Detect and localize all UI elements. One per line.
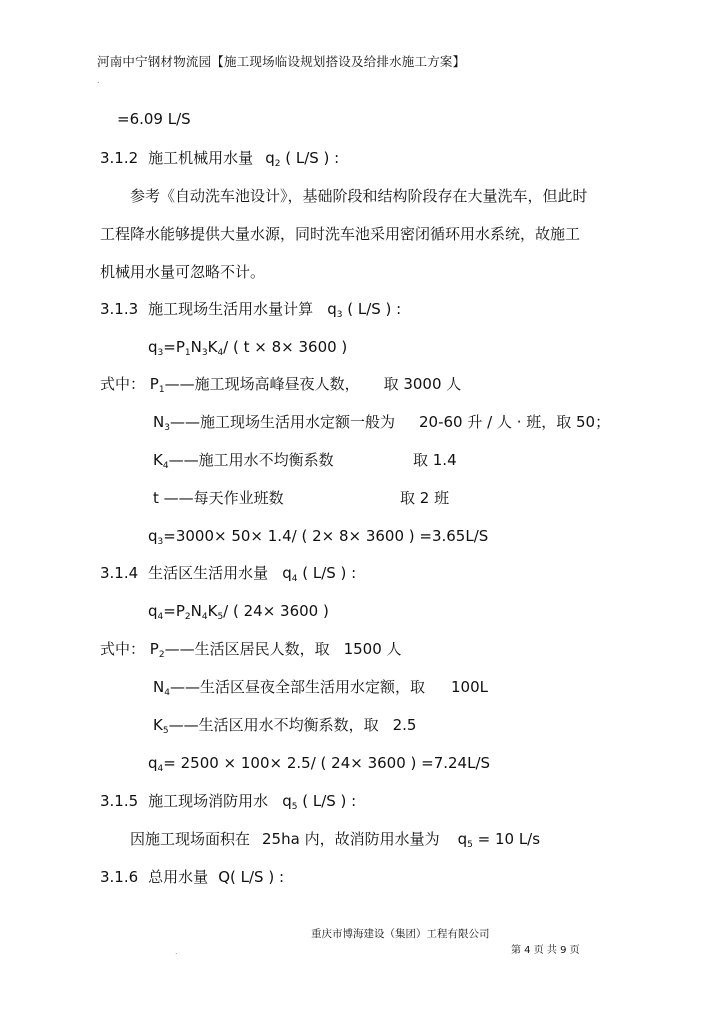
formula-q4: $q_4=P_2N_4K_5/$ ( 24× 3600 ): [148, 602, 329, 622]
formula-q3: $q_3=P_1N_3K_4/$ ( t × 8× 3600 ): [148, 338, 348, 358]
section-number: 3.1.2: [100, 149, 139, 167]
section-3-1-4: [100, 563, 356, 589]
section-title: 施工现场消防用水: [148, 792, 269, 810]
result-line-q1: =6.09 L/S: [117, 110, 191, 128]
page-header: 河南中宁钢材物流园【施工现场临设规划搭设及给排水施工方案】: [97, 54, 466, 69]
where-p1: 式中： $P_1——$施工现场高峰昼夜人数， 取 3000 人: [100, 375, 462, 395]
section-3-1-3: [100, 299, 401, 325]
symbol-sub: 4: [291, 574, 298, 584]
section-number: 3.1.4: [100, 564, 139, 582]
where-p2: 式中： $P_2——$生活区居民人数，取 1500 人: [100, 640, 402, 660]
where-k4: $K_4——$施工用水不均衡系数: [153, 451, 334, 471]
section-title: 生活区生活用水量: [148, 564, 269, 582]
section-title: 总用水量: [148, 868, 209, 886]
where-k4-value: 取 1.4: [413, 451, 457, 469]
calc-q4: $q_4= 2500 \times 100\times 2.5/$ ( 24× 3600 ) =7.24L/S: [148, 754, 491, 774]
where-n4: $N_4——$生活区昼夜全部生活用水定额，取 100L: [153, 678, 488, 698]
section-title: 施工现场生活用水量计算: [148, 300, 314, 318]
paragraph-line-3: 机械用水量可忽略不计。: [100, 263, 266, 281]
section-number: 3.1.5: [100, 792, 139, 810]
unit: ( L/S ) :: [302, 564, 357, 582]
where-n3: $N_3——$施工现场生活用水定额一般为 20-60 升 / 人 · 班，取 50；: [153, 413, 611, 433]
unit: ( L/S ) :: [285, 149, 340, 167]
header-dot: .: [97, 76, 100, 85]
calc-q3: $q_3=3000\times 50\times 1.4/$ ( 2× 8× 3600 ) =3.65L/S: [148, 527, 489, 547]
section-title: 施工机械用水量: [148, 149, 254, 167]
unit: ( L/S ) :: [302, 792, 357, 810]
unit: ( L/S ) :: [347, 300, 402, 318]
symbol-q: Q: [218, 868, 230, 886]
fire-water-statement: 因施工现场面积在 25ha 内，故消防用水量为 $q_5 = 10$ L/s: [130, 830, 541, 850]
symbol-sub: 5: [291, 802, 298, 812]
paragraph-line-2: 工程降水能够提供大量水源，同时洗车池采用密闭循环用水系统，故施工: [100, 225, 581, 243]
paragraph-line-1: 参考《自动洗车池设计》，基础阶段和结构阶段存在大量洗车，但此时: [130, 187, 588, 205]
symbol-sub: 3: [336, 310, 343, 320]
symbol-q: q: [282, 564, 292, 582]
symbol-q: q: [282, 792, 292, 810]
section-3-1-6: [100, 867, 284, 887]
section-number: 3.1.6: [100, 868, 139, 886]
symbol-q: q: [327, 300, 337, 318]
symbol-q: q: [265, 149, 275, 167]
footer-page-number: 第 4 页 共 9 页: [511, 945, 580, 956]
unit: ( L/S ) :: [230, 868, 284, 886]
symbol-sub: 2: [274, 159, 281, 169]
footer-company: 重庆市博海建设（集团）工程有限公司: [311, 928, 490, 940]
where-t: t ——每天作业班数: [153, 489, 284, 507]
section-3-1-5: [100, 791, 356, 817]
footer-dot: .: [175, 947, 178, 956]
section-number: 3.1.3: [100, 300, 139, 318]
where-t-value: 取 2 班: [400, 489, 450, 507]
where-k5: $K_5——$生活区用水不均衡系数，取 2.5: [153, 716, 417, 736]
section-3-1-2: [100, 148, 339, 174]
